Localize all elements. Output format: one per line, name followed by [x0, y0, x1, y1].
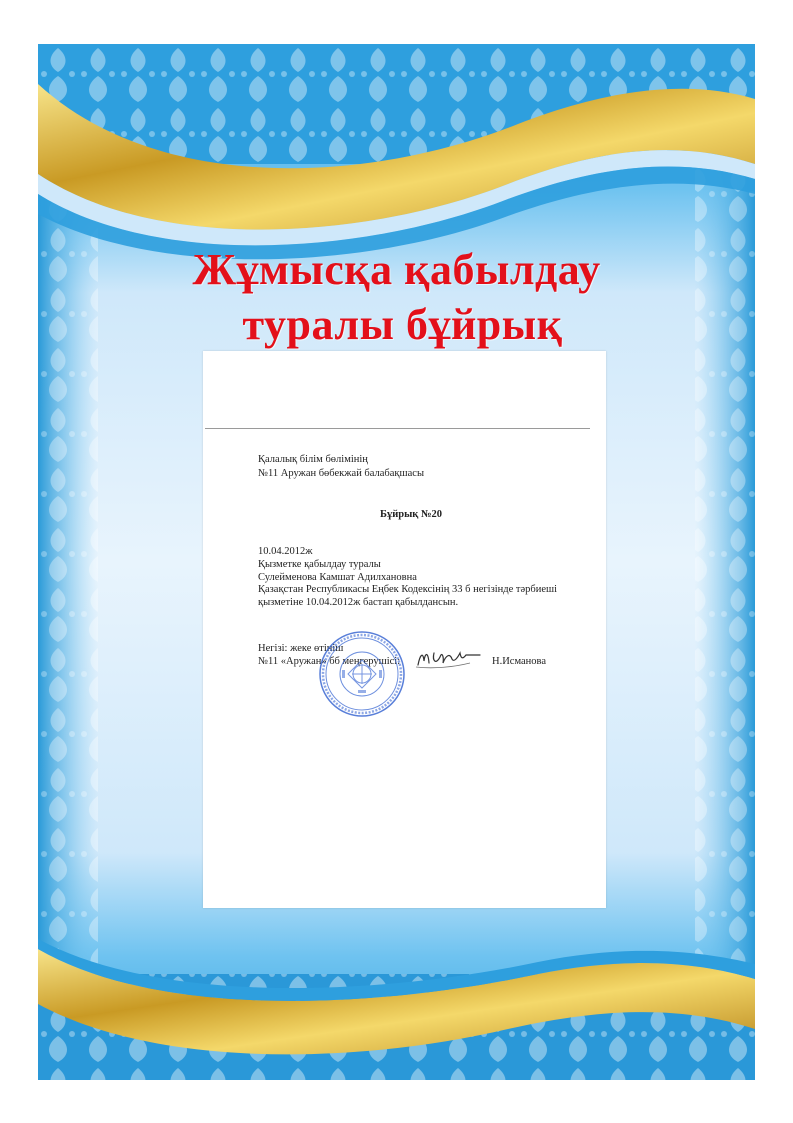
handwritten-signature-icon	[414, 643, 484, 673]
body-line-1: Қазақстан Республикасы Еңбек Кодексінің 33 б негізінде тәрбиеші	[258, 584, 558, 595]
order-subject: Қызметке қабылдау туралы	[258, 559, 381, 570]
official-stamp-icon	[318, 630, 406, 718]
header-divider	[205, 428, 590, 429]
org-line-1: Қалалық білім бөлімінің	[258, 454, 368, 465]
title-line-2: туралы бұйрық	[242, 300, 563, 349]
title-line-1: Жұмысқа қабылдау	[192, 245, 601, 294]
org-line-2: №11 Аружан бөбекжай балабақшасы	[258, 468, 424, 479]
signer-role: №11 «Аружан» бб меңгерушісі:	[258, 656, 401, 667]
signer-name: Н.Исманова	[492, 656, 547, 667]
order-heading: Бұйрық №20	[380, 509, 443, 520]
body-line-2: қызметіне 10.04.2012ж бастап қабылдансын.	[258, 597, 459, 608]
basis-line: Негізі: жеке өтініш	[258, 643, 344, 654]
employee-name: Сулейменова Камшат Адилхановна	[258, 572, 417, 583]
order-date: 10.04.2012ж	[258, 546, 313, 557]
